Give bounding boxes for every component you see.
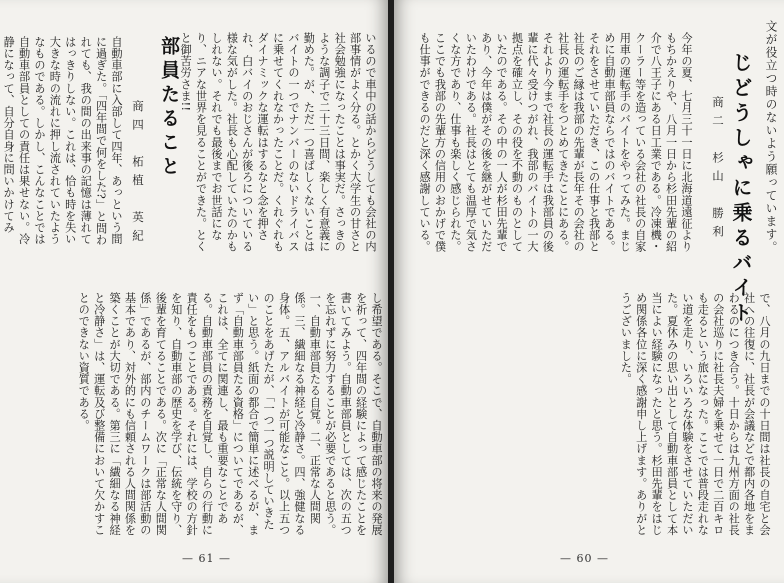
left-article-author: 商四 柘植 英紀 (131, 100, 145, 248)
right-article-bottom-text: で、八月の九日までの十日間は社長の自宅と会社への往復に、社長が会議などで都内各地をまわるのにつき合う。十日からは九州方面の社長の会社巡りに社長夫婦を乗せて一日で二百キロも走るという旅になった。ここでは普段走れない道を走り、いろいろな体験をさせていただいた。夏休みの思い出として自動車部員として本当によい経験になったと思う。杉田先輩をはじめ関係各位に深く感謝申し上げます。ありがとうございました。 (619, 292, 771, 536)
left-page-number: — 61 — (182, 552, 231, 565)
left-article-intro-text: 自動車部に入部して四年、あっという間に過ぎた。「四年間で何をした?」と問われても、我の間の出来事の記憶は薄れてはっきりしない。これは、恰も時を失い大きな時の流れに押し流されていたようなものである。しかし、こんなことでは自動車部員としての責任は果せない。冷静になって、自分自身に問いかけてみ (2, 36, 123, 246)
right-page-number: — 60 — (560, 552, 609, 565)
left-article-title: 部員たること (158, 36, 180, 180)
right-page (394, 0, 784, 583)
right-article-top-text: 今年の夏、七月三十一日に北海道遠征よりもちかえりや、八月一日から杉田先輩の紹介で八王子にある日工業である。冷凍機・クーラー等を造っている会社の社長の自家用車の運転手のバイトをやってみた。まじめに自動車部員ならではのバイトである。それをさせていただき、この仕事と我部と社長のご縁は我部の先輩が長年その会社の社長の運転手をつとめてきたことにある。それより今まで社長の運転手は我部員の後輩に代々受けつがれ、我部のバイトの一大拠点を確立し、その役を不動のものとしていたのである。その中の一人が杉田先輩であり、今年は僕がその後を継がせていただいたわけである。社長はとても温厚で気さくな方であり、仕事も楽しく感じられた。ここでも我部の先輩方の信用のおかげで僕も仕事ができるのだと深く感謝している。 (418, 32, 693, 253)
left-article-top-text: いるので車中の話からどうしても会社の内部事情がよく分る。とかく大学生の甘さと社会勉強になったことは事実だ。さっきのような調子で二十三日間、楽しく有意義に勤めた。が、ただ一つ喜ばしくないことはバイトの一つでナンバーのないドライバスに乗せてくれなかったことだ。くれぐれもダイナミックな運転はするなと念を押され、白バイのおじさんが後ろについている様な気がした。社長も心配していたのかもしれない。それでも最後までお世話になり、ニアな世界を見ることができた。とくと御苦労さま!! (179, 32, 377, 253)
left-page (0, 0, 388, 583)
right-previous-article-ending: 文が役立つ時のないよう願っています。 (764, 20, 778, 254)
left-article-bottom-text: し希望である。そこで、自動車部の将来の発展を祈って、四年間の経験によって感じたことを書いてみよう。自動車部員としては、次の五つを忘れずに努力することが必要であると思う。一、自動車部員たる自覚。二、正常な人間関係。三、繊細なる神経と冷静さ。四、強健なる身体。五、アルバイトが可能なこと。以上五つのことをあげたが、「一つ一つ説明していきたい」と思う。紙面の都合で簡単に述べるが、まず「自動車部員たる資格」についてであるが、これは、全てに関連し、最も重要なことである。自動車部員の責務を自覚し、自らの行動に責任をもつことである。それには、学校の方針を知り、自動車部の歴史を学び、伝統を守り、後輩を育てることである。次に「正常な人間関係」であるが、部内のチームワークは部活動の基本であり、対外的にも信頼される人間関係を築くことが大切である。第三に「繊細なる神経と冷静さ」は、運転及び整備において欠かすことのできない資質である。 (77, 292, 383, 536)
right-article-author: 商二 杉山 勝利 (711, 96, 725, 244)
right-article-title: じどうしゃに乗るバイト (729, 52, 753, 327)
